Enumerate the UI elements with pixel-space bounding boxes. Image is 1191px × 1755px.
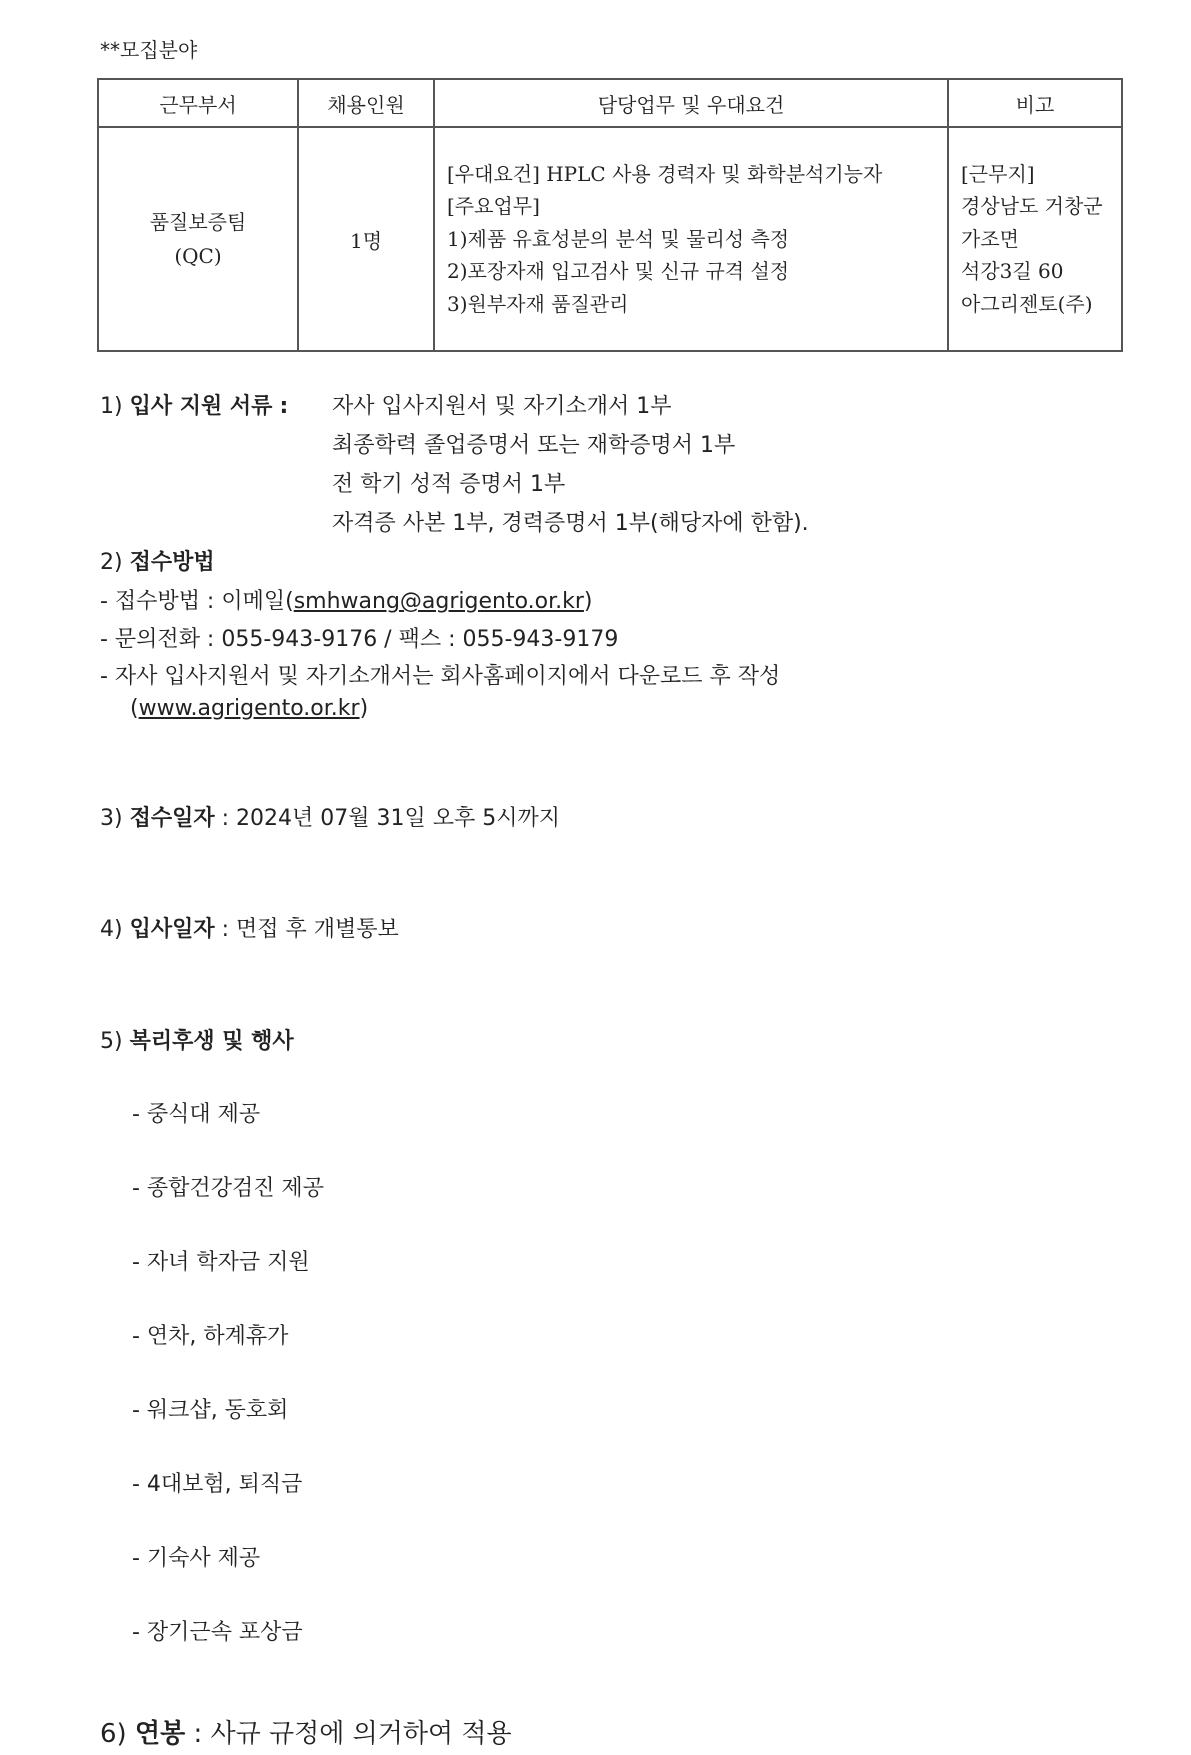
benefit-item: - 종합건강검진 제공 xyxy=(132,1176,324,1201)
paren-close: ) xyxy=(359,696,369,721)
benefit-item: - 워크샵, 동호회 xyxy=(132,1398,289,1423)
salary-note: 사규 규정에 의거하여 적용 xyxy=(210,1719,512,1749)
document-line: 최종학력 졸업증명서 또는 재학증명서 1부 xyxy=(332,433,736,458)
section-number: 3) xyxy=(100,806,123,831)
benefit-item: - 기숙사 제공 xyxy=(132,1546,261,1571)
section-number: 1) xyxy=(100,394,123,419)
note-line: 가조면 xyxy=(961,226,1019,251)
section-number: 6) xyxy=(100,1719,127,1749)
section-title: 입사 지원 서류 xyxy=(129,394,273,419)
recruit-field-heading: **모집분야 xyxy=(100,38,198,62)
email-link[interactable]: smhwang@agrigento.or.kr xyxy=(293,589,584,614)
table-row xyxy=(98,127,1122,351)
paren-close: ) xyxy=(583,589,593,614)
note-line: [근무지] xyxy=(961,161,1035,186)
separator: : xyxy=(221,806,230,831)
paren-open: ( xyxy=(130,696,139,721)
benefit-item: - 중식대 제공 xyxy=(132,1102,261,1127)
duty-line: [우대요건] HPLC 사용 경력자 및 화학분석기능자 xyxy=(447,161,883,186)
section-6 xyxy=(100,1713,512,1750)
section-title: 접수방법 xyxy=(129,550,215,575)
dept-name: 품질보증팀 xyxy=(149,210,247,234)
duty-line: [주요업무] xyxy=(447,194,540,219)
section-number: 4) xyxy=(100,917,123,942)
section-1-header xyxy=(100,389,288,420)
section-number: 5) xyxy=(100,1029,123,1054)
download-line: - 자사 입사지원서 및 자기소개서는 회사홈페이지에서 다운로드 후 작성 xyxy=(100,664,781,689)
cell-count: 1명 xyxy=(298,127,434,351)
note-line: 석강3길 60 xyxy=(961,259,1064,284)
document-line: 자격증 사본 1부, 경력증명서 1부(해당자에 한함). xyxy=(332,511,809,536)
duty-line: 2)포장자재 입고검사 및 신규 규격 설정 xyxy=(447,259,790,284)
document-line: 전 학기 성적 증명서 1부 xyxy=(332,472,566,497)
url-line xyxy=(130,696,368,721)
header-count: 채용인원 xyxy=(298,79,434,127)
phone-line: - 문의전화 : 055-943-9176 / 팩스 : 055-943-9179 xyxy=(100,627,619,652)
benefit-item: - 연차, 하계휴가 xyxy=(132,1324,289,1349)
note-line: 경상남도 거창군 xyxy=(961,194,1103,219)
section-2-header xyxy=(100,545,215,576)
start-date: 면접 후 개별통보 xyxy=(236,917,399,942)
homepage-link[interactable]: www.agrigento.or.kr xyxy=(138,696,360,721)
document-line: 자사 입사지원서 및 자기소개서 1부 xyxy=(332,394,672,419)
section-4 xyxy=(100,912,399,943)
header-note: 비고 xyxy=(948,79,1122,127)
separator: : xyxy=(221,917,230,942)
section-title: 복리후생 및 행사 xyxy=(129,1029,294,1054)
benefit-item: - 장기근속 포상금 xyxy=(132,1620,303,1645)
duty-line: 3)원부자재 품질관리 xyxy=(447,291,629,316)
header-duty: 담당업무 및 우대요건 xyxy=(434,79,948,127)
header-dept: 근무부서 xyxy=(98,79,298,127)
benefit-item: - 4대보험, 퇴직금 xyxy=(132,1472,303,1497)
dept-code: (QC) xyxy=(174,244,222,268)
email-line xyxy=(100,584,593,615)
section-title: 접수일자 xyxy=(129,806,215,831)
table-header-row xyxy=(98,79,1122,127)
email-label: - 접수방법 : 이메일( xyxy=(100,589,294,614)
section-title: 연봉 xyxy=(134,1719,186,1749)
section-title: 입사일자 xyxy=(129,917,215,942)
section-number: 2) xyxy=(100,550,123,575)
note-line: 아그리젠토(주) xyxy=(961,291,1093,316)
cell-duty xyxy=(434,127,948,351)
separator: : xyxy=(193,1719,203,1749)
benefit-item: - 자녀 학자금 지원 xyxy=(132,1250,310,1275)
application-deadline: 2024년 07월 31일 오후 5시까지 xyxy=(236,806,560,831)
cell-note xyxy=(948,127,1122,351)
separator: : xyxy=(279,394,289,419)
section-5-header xyxy=(100,1024,294,1055)
section-3 xyxy=(100,801,560,832)
recruit-table xyxy=(97,78,1123,352)
cell-dept xyxy=(98,127,298,351)
duty-line: 1)제품 유효성분의 분석 및 물리성 측정 xyxy=(447,226,790,251)
